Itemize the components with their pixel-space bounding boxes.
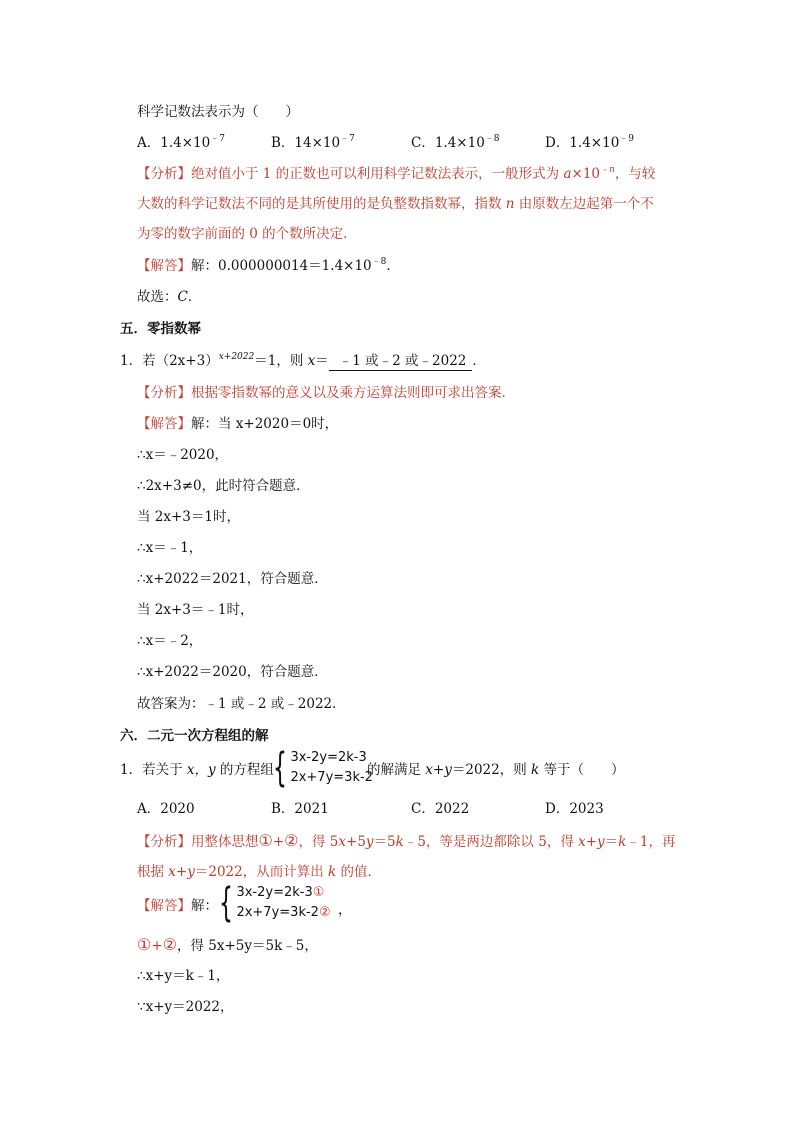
option-b-exp: ﹣7 (340, 134, 355, 144)
section-5-answer-line-4: ∴x＝﹣1， (137, 540, 203, 556)
answer-exp: ﹣8 (371, 257, 387, 267)
analysis-text: ×10 (571, 166, 601, 182)
analysis-tag: 【分析】 (137, 834, 191, 850)
section-6-title: 六．二元一次方程组的解 (120, 728, 269, 744)
analysis-line-1 (137, 164, 655, 184)
question-var: x (307, 353, 316, 369)
step-text: ，得 5x+5y＝5k﹣5， (177, 938, 318, 954)
circled-1: ① (312, 885, 325, 900)
question-text: 的方程组 (215, 762, 274, 778)
option-b: B．2021 (271, 801, 329, 817)
analysis-text: + (272, 834, 285, 850)
option-c-exp: ﹣8 (484, 134, 500, 144)
analysis-text: ﹣5，等是两边都除以 5，得 (403, 834, 579, 850)
equation-2-row (236, 903, 330, 923)
answer-comma: ， (338, 902, 352, 918)
equation-1: 3x-2y=2k-3 (290, 750, 367, 765)
section-5-answer-line-2: ∴2x+3≠0，此时符合题意． (137, 478, 310, 494)
question-exp: x+2022 (218, 352, 255, 362)
choose-value: C (177, 289, 188, 305)
answer-equation-system (219, 880, 331, 926)
equation-2: 2x+7y=3k-2 (290, 770, 373, 785)
analysis-line-2 (137, 194, 654, 214)
analysis-var: x (338, 834, 347, 850)
circled-1: ① (137, 935, 152, 954)
answer-end: ． (386, 258, 400, 274)
option-a (137, 133, 225, 153)
analysis-var: n (505, 196, 515, 212)
option-c: C．2022 (411, 801, 470, 817)
analysis-text: 为零的数字前面的 0 的个数所决定． (137, 226, 357, 242)
section-5-answer-line-3: 当 2x+3＝1时， (137, 509, 240, 525)
circled-2: ② (284, 831, 299, 850)
question-text: ＝ (315, 353, 329, 369)
section-6-analysis-line-2 (137, 862, 381, 882)
question-text: 的解满足 (367, 762, 426, 778)
answer-tag: 【解答】 (137, 898, 191, 914)
question-end: ． (472, 353, 486, 369)
option-d-exp: ﹣9 (619, 134, 635, 144)
section-6-step-3: ∵x+y＝2022， (137, 999, 234, 1015)
choose-text: 故选： (137, 289, 178, 305)
analysis-text: ＝ (604, 834, 619, 850)
equation-rows (290, 748, 372, 788)
section-5-answer-line-0 (137, 414, 338, 434)
analysis-var: k (618, 834, 627, 850)
analysis-exp: ﹣n (600, 165, 615, 175)
circled-2: ② (318, 905, 331, 920)
question-text: 1．若关于 (120, 762, 187, 778)
section-5-answer-line-5: ∴x+2022＝2021，符合题意． (137, 571, 328, 587)
section-5-answer-line-6: 当 2x+3＝﹣1时， (137, 602, 254, 618)
answer-tag: 【解答】 (137, 258, 191, 274)
section-5-answer-line-8: ∴x+2022＝2020，符合题意． (137, 664, 328, 680)
option-b (271, 133, 355, 153)
analysis-text: 绝对值小于 1 的正数也可以利用科学记数法表示，一般形式为 (191, 166, 564, 182)
analysis-text: ﹣1，再 (626, 834, 676, 850)
question-stem-end (137, 102, 299, 122)
choose-end: ． (187, 289, 202, 305)
section-5-answer-line-1: ∴x＝﹣2020， (137, 447, 229, 463)
equation-1: 3x-2y=2k-3 (236, 885, 313, 900)
analysis-text: 根据 (137, 864, 169, 880)
option-b-label: B．14×10 (271, 135, 341, 151)
analysis-text: 由原数左边起第一个不 (514, 196, 654, 212)
analysis-var: y (365, 834, 374, 850)
analysis-text: ＝5 (373, 834, 396, 850)
section-5-answer-line-9: 故答案为：﹣1 或﹣2 或﹣2022． (137, 696, 346, 712)
option-d (545, 133, 634, 153)
analysis-var: x+y (168, 864, 195, 880)
answer-text: 解：当 x+2020＝0时， (191, 416, 339, 432)
circled-1: ① (258, 831, 273, 850)
answer-tag: 【解答】 (137, 416, 191, 432)
question-text: 1．若（2x+3） (120, 353, 219, 369)
analysis-var: k (328, 864, 337, 880)
option-d-label: D．1.4×10 (545, 135, 620, 151)
equation-system (273, 745, 373, 791)
option-c (411, 133, 500, 153)
option-c-label: C．1.4×10 (411, 135, 485, 151)
option-a: A．2020 (137, 801, 195, 817)
section-6-step-2: ∴x+y＝k﹣1， (137, 968, 230, 984)
analysis-var: x+y (578, 834, 605, 850)
question-text: ＝2022，则 (451, 762, 532, 778)
plus-sign: + (151, 938, 163, 954)
choose-line (137, 287, 201, 307)
equation-1-row (236, 883, 330, 903)
section-5-title: 五．零指数幂 (120, 321, 201, 337)
section-5-analysis (137, 383, 515, 403)
stem-text: 科学记数法表示为（ ） (137, 104, 299, 120)
analysis-var: a (563, 166, 572, 182)
question-cond: x+y (425, 762, 452, 778)
analysis-text: ，与较 (614, 166, 656, 182)
answer-line (137, 256, 400, 276)
section-6-answer-pre (137, 896, 218, 916)
section-6-question-pre (120, 760, 274, 780)
section-6-analysis-line-1 (137, 831, 675, 852)
analysis-var: k (395, 834, 404, 850)
analysis-text: ＝2022，从而计算出 (194, 864, 329, 880)
section-6-step-1 (137, 935, 318, 956)
section-5-question (120, 351, 486, 371)
section-6-question-post (367, 760, 625, 780)
option-a-exp: ﹣7 (210, 134, 225, 144)
question-text: ＝1，则 (254, 353, 308, 369)
brace-icon: { (273, 745, 287, 791)
option-d: D．2023 (545, 801, 604, 817)
option-a-label: A．1.4×10 (137, 135, 211, 151)
analysis-text: 用整体思想 (191, 834, 259, 850)
analysis-text: 根据零指数幂的意义以及乘方运算法则即可求出答案． (191, 385, 515, 401)
equation-rows (236, 883, 330, 923)
analysis-tag: 【分析】 (137, 166, 191, 182)
analysis-text: 大数的科学记数法不同的是其所使用的是负整数指数幂，指数 (137, 196, 506, 212)
equation-2: 2x+7y=3k-2 (236, 905, 319, 920)
brace-icon: { (219, 880, 233, 926)
question-var: k (531, 762, 540, 778)
analysis-text: +5 (346, 834, 366, 850)
answer-blank: ﹣1 或﹣2 或﹣2022 (329, 353, 473, 371)
analysis-text: ，得 5 (298, 834, 339, 850)
analysis-tag: 【分析】 (137, 385, 191, 401)
answer-text: 解： (191, 898, 218, 914)
section-5-answer-line-7: ∴x＝﹣2， (137, 633, 203, 649)
question-vars: x，y (186, 762, 216, 778)
question-text: 等于（ ） (539, 762, 625, 778)
circled-2: ② (162, 935, 177, 954)
analysis-text: 的值． (336, 864, 381, 880)
answer-text: 解：0.000000014＝1.4×10 (191, 258, 372, 274)
analysis-line-3 (137, 224, 357, 244)
